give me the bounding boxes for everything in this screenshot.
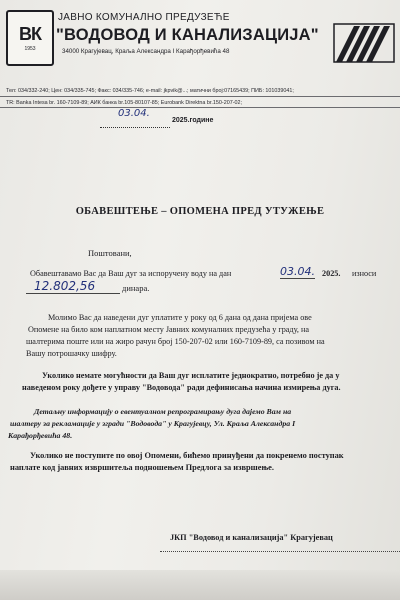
- bank-accounts: ТR: Banka Intesa br. 160-7109-89; АИК банка br.105-80107-85; Eurobank Direktna br.150-207-02;: [6, 100, 242, 106]
- debt-line-text: Обавештавамо Вас да Ваш дуг за испоручену воду на дан: [30, 269, 232, 278]
- company-name: "ВОДОВОД И КАНАЛИЗАЦИЈА": [56, 26, 319, 44]
- signature-line: [160, 551, 400, 552]
- debt-year: 2025.: [322, 269, 341, 278]
- logo-year: 1953: [24, 45, 36, 52]
- currency-label: динара.: [122, 283, 150, 293]
- handwritten-day: 03.04.: [280, 265, 315, 278]
- payment-para-line: Молимо Вас да наведени дуг уплатите у року од 6 дана од дана пријема ове: [48, 313, 312, 322]
- info-para-line: Карађорђевића 48.: [8, 431, 73, 440]
- info-para-line: Детаљну информацију о евентуалном репрограмирању дуга дајемо Вам на: [34, 407, 292, 416]
- debt-verb: износи: [352, 269, 377, 278]
- page-shadow: [0, 570, 400, 600]
- enforcement-para-line: Уколико не поступите по овој Опомени, бићемо принуђени да покренемо поступак: [30, 451, 344, 460]
- greeting: Поштовани,: [88, 248, 132, 258]
- company-address: 34000 Крагујевац, Краља Александра I Карађорђевића 48: [62, 48, 230, 55]
- divider: [0, 96, 400, 97]
- handwritten-date: 03.04.: [118, 108, 150, 119]
- logo-mark: ВК: [19, 23, 41, 44]
- company-logo: [6, 10, 54, 66]
- divider: [0, 107, 400, 108]
- handwritten-amount: 12.802,56: [34, 279, 96, 293]
- payment-para-line: Опомене на било ком наплатном месту Јавних комуналних предузећа у граду, на: [28, 325, 309, 334]
- payment-para-line: шалтерима поште или на жиро рачун број 150-207-02 или 160-7109-89, са позивом на: [26, 337, 325, 346]
- debt-line: [30, 268, 231, 279]
- signature-block: ЈКП "Водовод и канализација" Крагујевац: [170, 533, 333, 542]
- date-year: 2025.године: [172, 117, 214, 124]
- installment-para-line: наведеном року дођете у управу "Водовода" ради дефинисања начина измирења дуга.: [22, 383, 341, 392]
- contact-info: Тел: 034/332-240; Цен: 034/335-745; Факс: 034/335-746; e-mail: jkpvik@...; матични број:07165439; ПИБ: 101039041;: [6, 88, 294, 94]
- wave-pipe-logo-icon: [332, 22, 396, 64]
- notice-title: ОБАВЕШТЕЊЕ – ОПОМЕНА ПРЕД УТУЖЕЊЕ: [75, 206, 325, 217]
- enforcement-para-line: наплате код јавних извршитеља подношењем Предлога за извршење.: [10, 463, 274, 472]
- installment-para-line: Уколико немате могућности да Ваш дуг исплатите једнократно, потребно је да у: [42, 371, 340, 380]
- payment-para-line: Вашу потрошачку шифру.: [26, 349, 117, 358]
- info-para-line: шалтеру за рекламације у згради "Водовода" у Крагујевцу, Ул. Краља Александра I: [10, 419, 296, 428]
- company-type: ЈАВНО КОМУНАЛНО ПРЕДУЗЕЋЕ: [58, 12, 230, 23]
